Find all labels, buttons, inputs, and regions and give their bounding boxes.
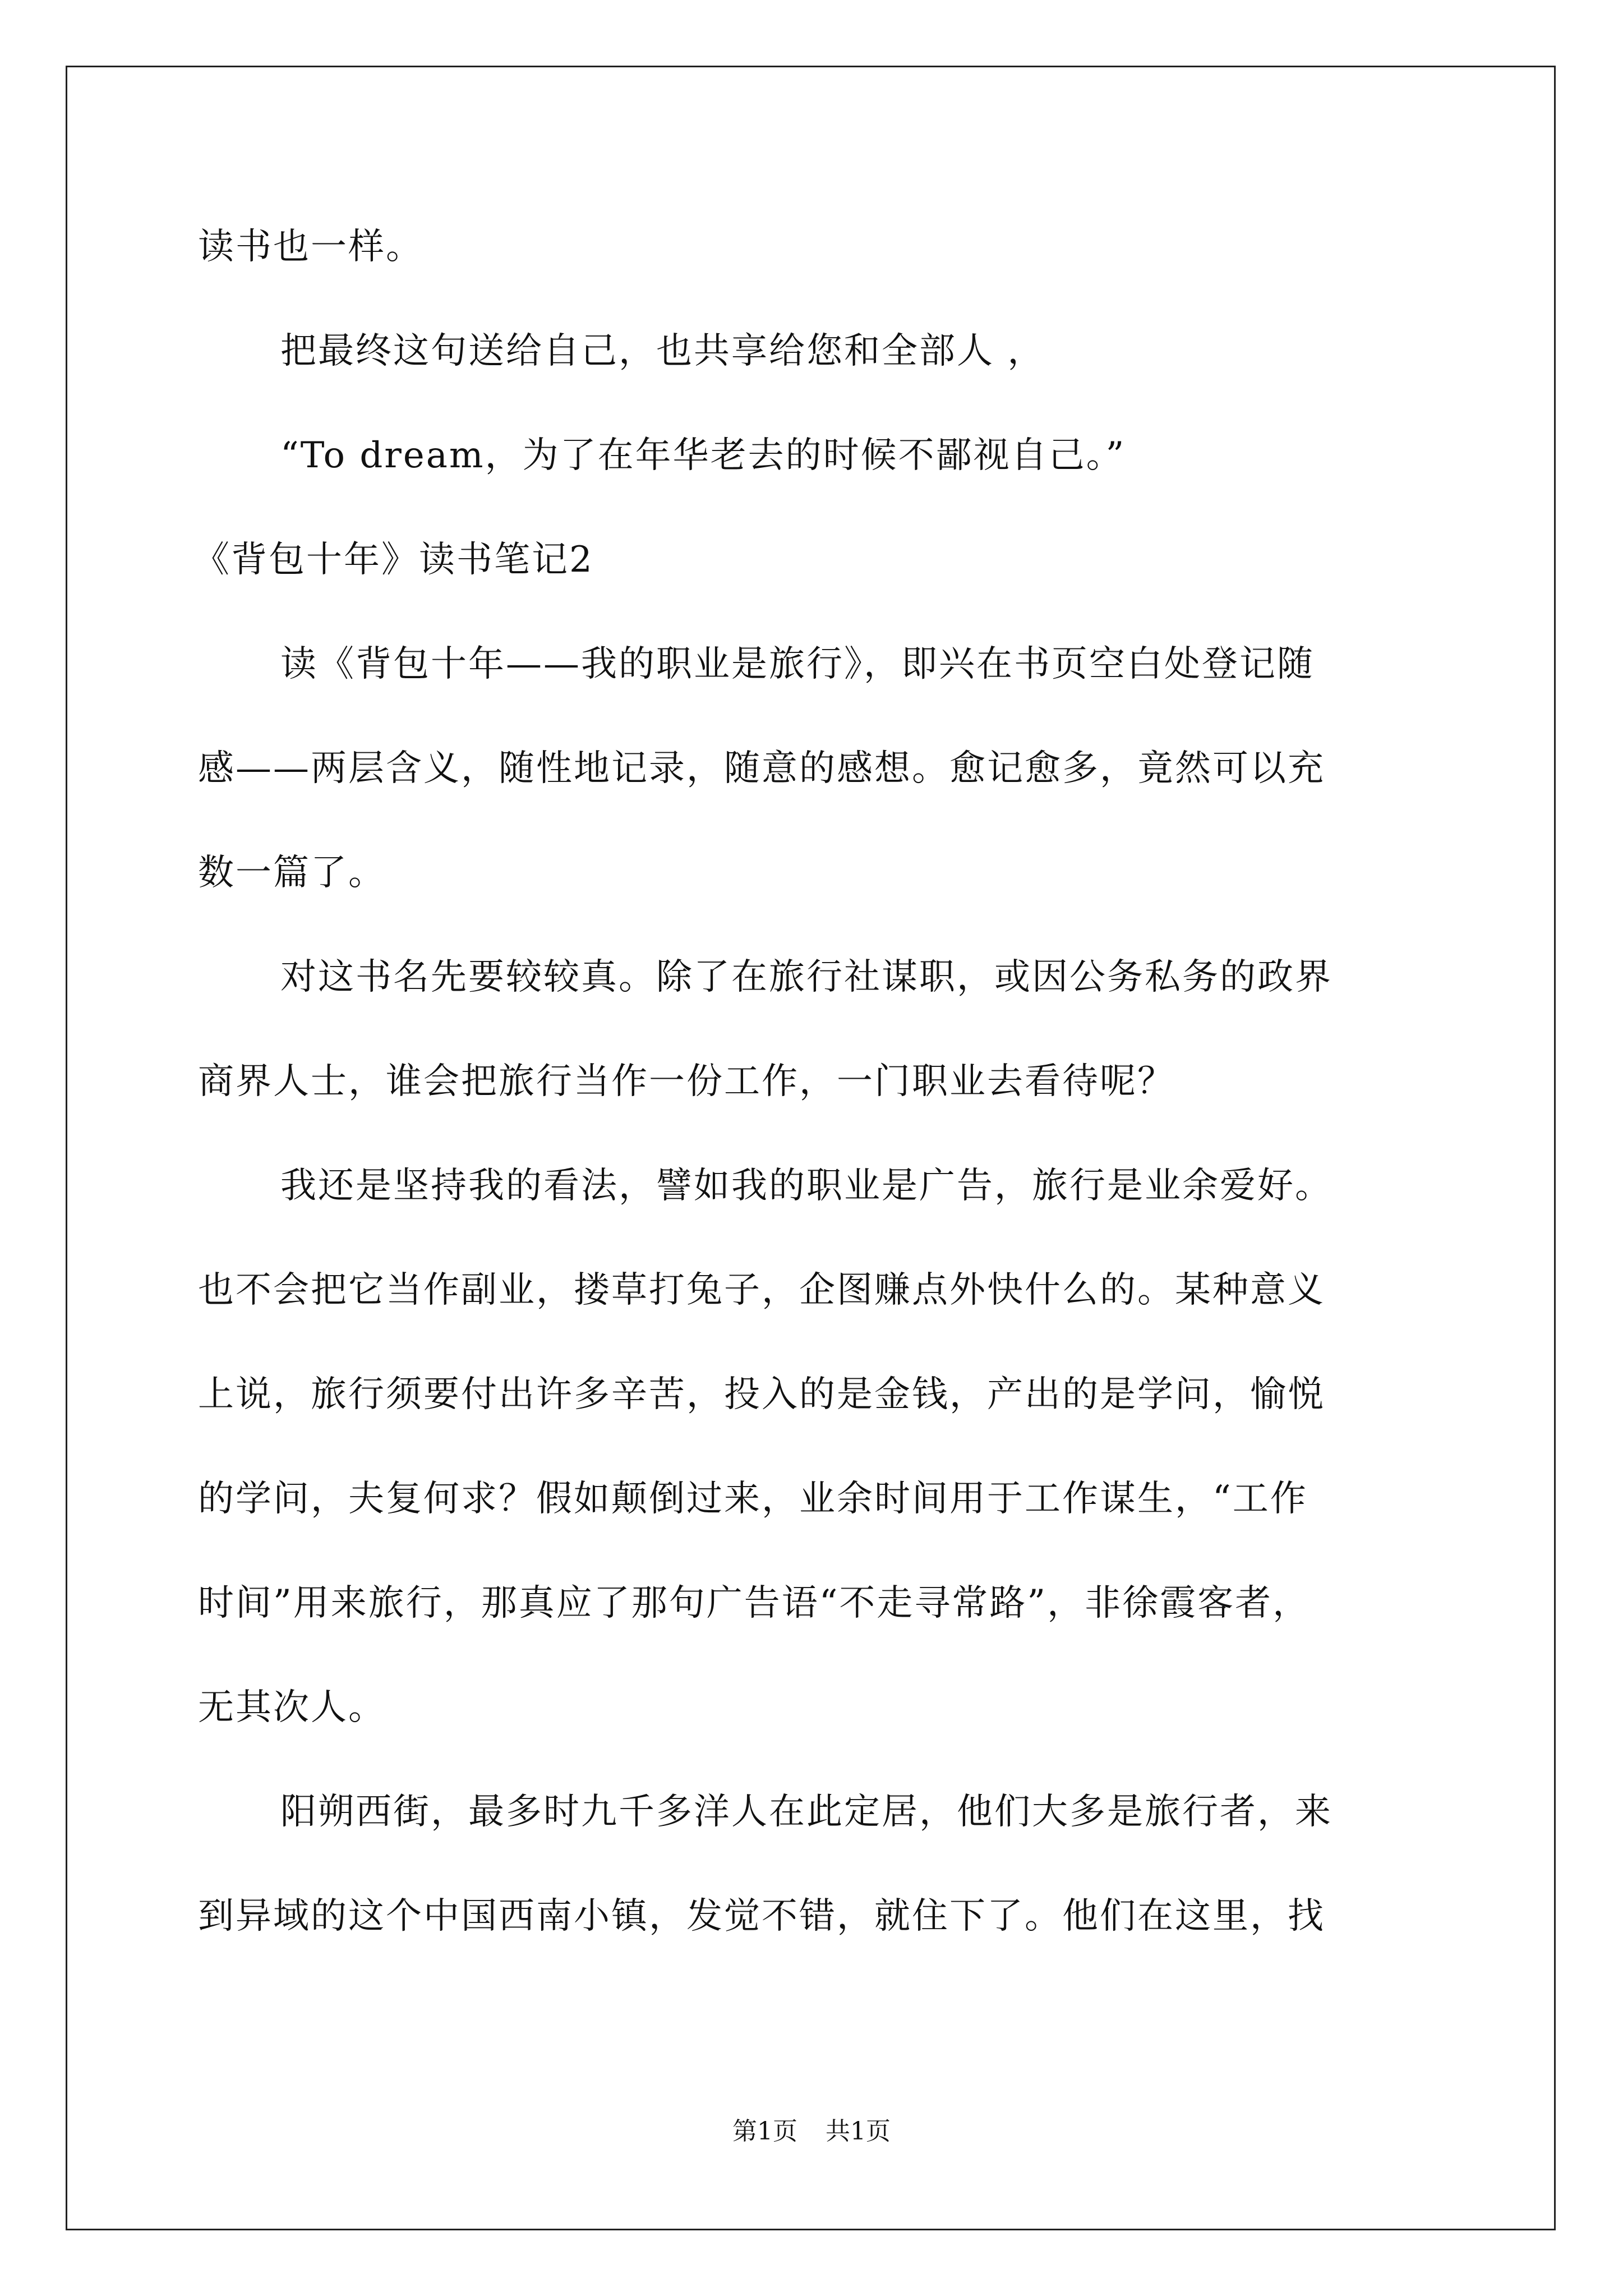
page-number: 第1页 [732, 2117, 797, 2146]
body-line-2: 把最终这句送给自己，也共享给您和全部人 ， [280, 330, 1045, 372]
section-heading: 《背包十年》读书笔记2 [193, 539, 594, 581]
body-line-15: 无其次人。 [198, 1687, 386, 1728]
body-line-7: 数一篇了。 [198, 852, 386, 894]
body-line-6: 感——两层含义，随性地记录，随意的感想。愈记愈多，竟然可以充 [198, 748, 1325, 789]
quote-line: “To dream，为了在年华老去的时候不鄙视自己。” [280, 435, 1126, 476]
body-line-13: 的学问，夫复何求？假如颠倒过来，业余时间用于工作谋生，“工作 [198, 1478, 1308, 1520]
body-line-12: 上说，旅行须要付出许多辛苦，投入的是金钱，产出的是学问，愉悦 [198, 1374, 1325, 1415]
body-line-8: 对这书名先要较较真。除了在旅行社谋职，或因公务私务的政界 [280, 956, 1332, 998]
page-total: 共1页 [826, 2117, 891, 2146]
body-line-16: 阳朔西街，最多时九千多洋人在此定居，他们大多是旅行者，来 [280, 1791, 1332, 1833]
page-footer [0, 2115, 1623, 2148]
body-line-14: 时间”用来旅行，那真应了那句广告语“不走寻常路”，非徐霞客者， [198, 1582, 1311, 1624]
body-line-17: 到异域的这个中国西南小镇，发觉不错，就住下了。他们在这里，找 [198, 1895, 1325, 1937]
body-line-9: 商界人士，谁会把旅行当作一份工作，一门职业去看待呢？ [198, 1061, 1175, 1102]
body-line-10: 我还是坚持我的看法，譬如我的职业是广告，旅行是业余爱好。 [280, 1165, 1332, 1207]
body-line-1: 读书也一样。 [198, 226, 423, 268]
body-line-11: 也不会把它当作副业，搂草打兔子，企图赚点外快什么的。某种意义 [198, 1269, 1325, 1311]
body-line-5: 读《背包十年——我的职业是旅行》，即兴在书页空白处登记随 [280, 643, 1315, 685]
